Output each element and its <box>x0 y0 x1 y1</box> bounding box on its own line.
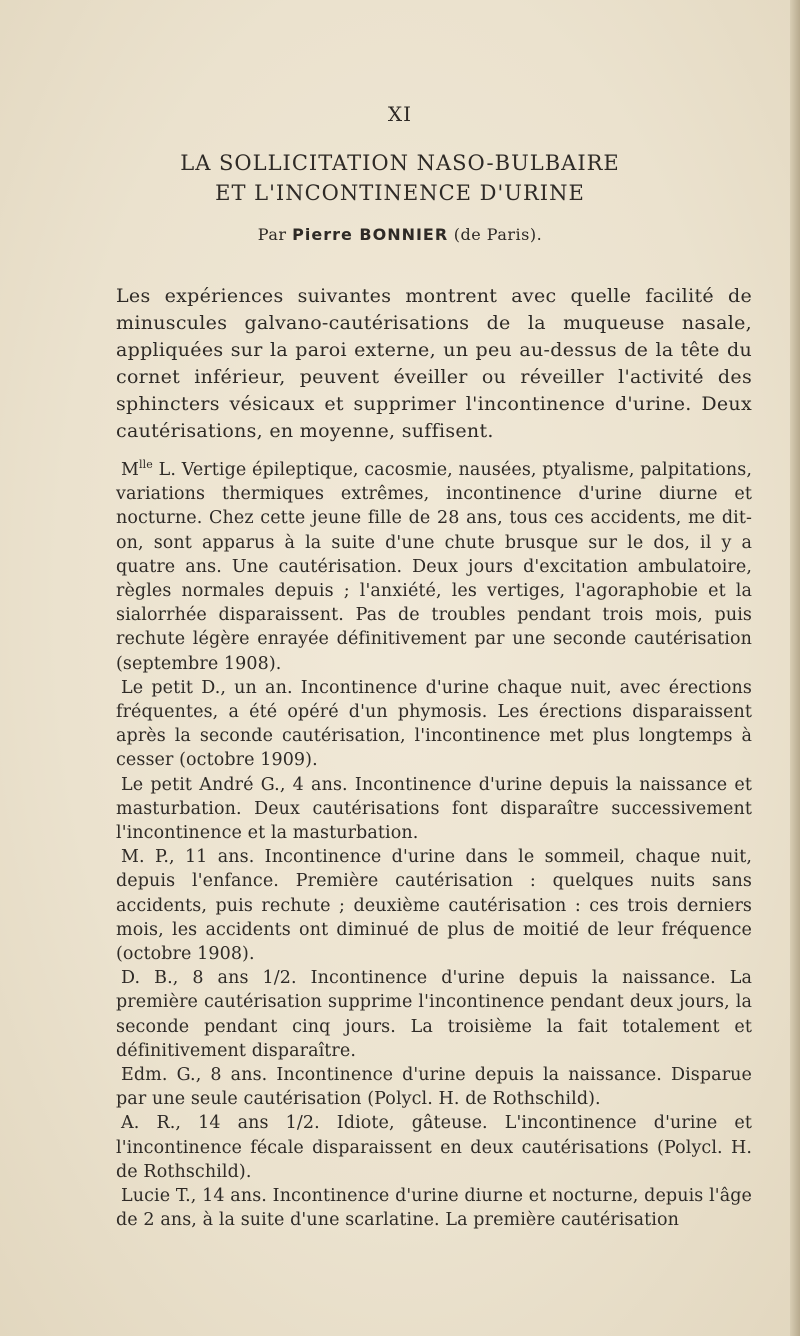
author-line <box>0 225 800 244</box>
author-affiliation: (de Paris). <box>453 225 543 244</box>
case-paragraph: Le petit D., un an. Incontinence d'urine chaque nuit, avec érections fréquentes, a été opéré d'un phymosis. Les érections disparaissent après la seconde cautérisation, l'incontinence met plus longtemps à cesser (octobre 1909). <box>116 677 752 771</box>
case-name-superscript: lle <box>139 458 153 471</box>
case-paragraph: Le petit André G., 4 ans. Incontinence d'urine depuis la naissance et masturbation. Deux cautérisations font disparaître successivement l'incontinence et la masturbation. <box>116 774 752 844</box>
article-title-line-1: LA SOLLICITATION NASO-BULBAIRE <box>180 151 620 175</box>
case-paragraph: M. P., 11 ans. Incontinence d'urine dans le sommeil, chaque nuit, depuis l'enfance. Première cautérisation : quelques nuits sans accidents, puis rechute ; deuxième cautérisation : ces trois derniers mois, les accidents ont diminué de plus de moitié de leur fréquence (octobre 1908). <box>116 847 752 965</box>
case-name-abbrev: M <box>121 460 140 480</box>
case-paragraph: D. B., 8 ans 1/2. Incontinence d'urine depuis la naissance. La première cautérisation supprime l'incontinence pendant deux jours, la seconde pendant cinq jours. La troisième la fait totalement et définitivement disparaître. <box>116 968 752 1061</box>
article-title-line-2: ET L'INCONTINENCE D'URINE <box>215 181 585 205</box>
case-text: L. Vertige épileptique, cacosmie, nausées, ptyalisme, palpitations, variations thermiques extrêmes, incontinence d'urine diurne et nocturne. Chez cette jeune fille de 28 ans, tous ces accidents, me dit-on, sont apparus à la suite d'une chute brusque sur le dos, il y a quatre ans. Une cautérisation. Deux jours d'excitation ambulatoire, règles normales depuis ; l'anxiété, les vertiges, l'agoraphobie et la sialorrhée disparaissent. Pas de troubles pendant trois mois, puis rechute légère enrayée définitivement par une seconde cautérisation (septembre 1908). <box>116 460 752 674</box>
author-name: Pierre BONNIER <box>292 225 449 244</box>
author-prefix: Par <box>257 225 287 244</box>
page-number: XI <box>387 102 413 126</box>
case-paragraph <box>116 458 752 676</box>
case-list <box>116 458 752 1233</box>
case-paragraph: Edm. G., 8 ans. Incontinence d'urine depuis la naissance. Disparue par une seule cautérisation (Polycl. H. de Rothschild). <box>116 1065 752 1110</box>
case-paragraph: A. R., 14 ans 1/2. Idiote, gâteuse. L'incontinence d'urine et l'incontinence fécale disparaissent en deux cautérisations (Polycl. H. de Rothschild). <box>116 1113 752 1182</box>
intro-paragraph: Les expériences suivantes montrent avec quelle facilité de minuscules galvano-cautérisations de la muqueuse nasale, appliquées sur la paroi externe, un peu au-dessus de la tête du cornet inférieur, peuvent éveiller ou réveiller l'activité des sphincters vésicaux et supprimer l'incontinence d'urine. Deux cautérisations, en moyenne, suffisent. <box>116 285 752 442</box>
case-paragraph: Lucie T., 14 ans. Incontinence d'urine diurne et nocturne, depuis l'âge de 2 ans, à la suite d'une scarlatine. La première cautérisation <box>116 1186 752 1231</box>
